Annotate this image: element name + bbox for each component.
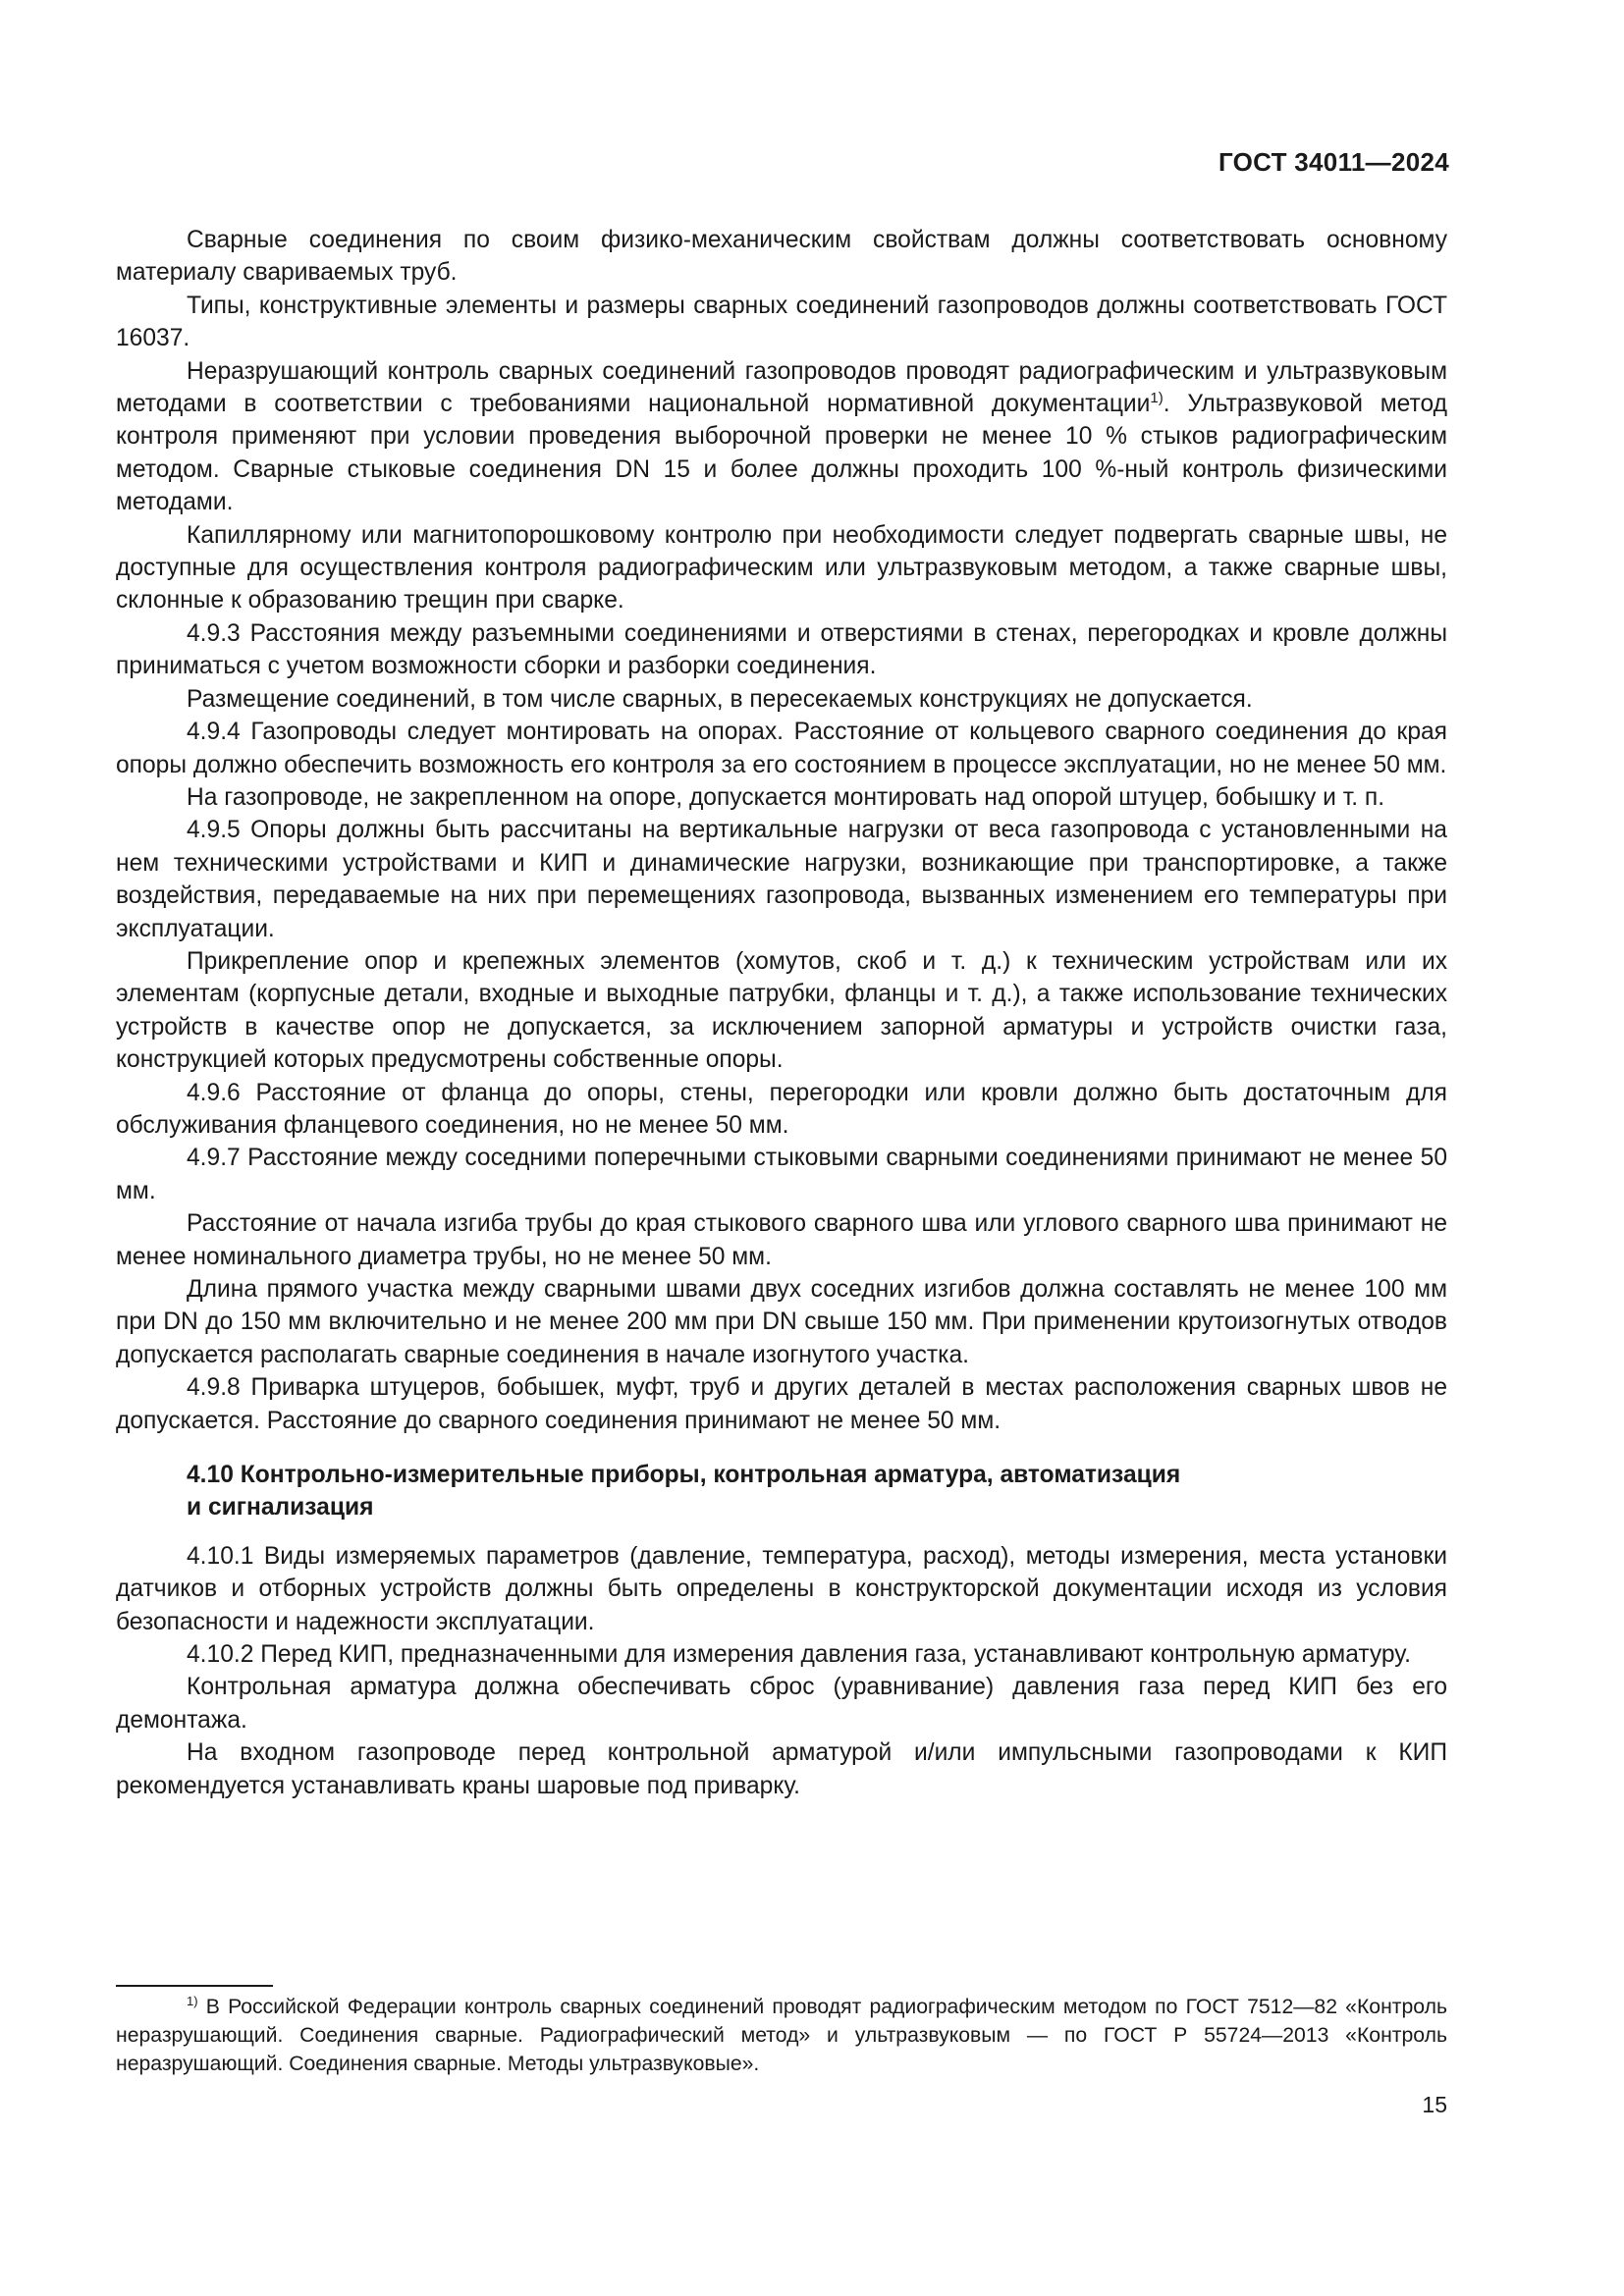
paragraph-4-10-1: 4.10.1 Виды измеряемых параметров (давление, температура, расход), методы измерения, места установки датчиков и отборных устройств должны быть определены в конструкторской документации исходя из условия безопасности и надежности эксплуатации. — [116, 1542, 1447, 1635]
footnote-text: В Российской Федерации контроль сварных соединений проводят радиографическим методом по ГОСТ 7512—82 «Контроль неразрушающий. Соединения сварные. Радиографический метод» и ультразвуковым — по ГОСТ Р 55724—2013 «Контроль неразрушающий. Соединения сварные. Методы ультразвуковые». — [116, 1996, 1447, 2076]
section-heading-line: и сигнализация — [187, 1494, 374, 1522]
paragraph-ultrasonic: Ультразвуковой метод контроля применяют при условии проведения выборочной проверки не менее 10 % стыков радиографическим методом. Сварные стыковые соединения DN 15 и более должны проходить 100 %-ный контроль физическими методами. — [116, 391, 1447, 516]
paragraph: Типы, конструктивные элементы и размеры сварных соединений газопроводов должны соответствовать ГОСТ 16037. — [116, 292, 1447, 352]
paragraph-ndt: Неразрушающий контроль сварных соединений газопроводов проводят радиографическим и ультразвуковым методами в соответствии с требованиями национальной нормативной документации$^{1)}$. Ультразвуковой метод контроля применяют при условии проведения выборочной проверки не менее 10 % стыков радиографическим методом. Сварные стыковые соединения DN 15 и более должны проходить 100 %-ный контроль физическими методами. — [116, 357, 1447, 516]
paragraph-4-10-2: 4.10.2 Перед КИП, предназначенными для измерения давления газа, устанавливают контрольную арматуру. — [187, 1641, 1411, 1669]
paragraph-ndt-text: Неразрушающий контроль сварных соединений газопроводов проводят радиографическим и ультразвуковым методами в соответствии с требованиями национальной нормативной документации — [116, 357, 1447, 418]
paragraph: Капиллярному или магнитопорошковому контролю при необходимости следует подвергать сварные швы, не доступные для осуществления контроля радиографическим или ультразвуковым методом, а также сварные швы, склонные к образованию трещин при сварке. — [116, 521, 1447, 614]
paragraph-4-9-8: 4.9.8 Приварка штуцеров, бобышек, муфт, труб и других деталей в местах расположения сварных швов не допускается. Расстояние до сварного соединения принимают не менее 50 мм. — [116, 1374, 1447, 1434]
paragraph: Контрольная арматура должна обеспечивать сброс (уравнивание) давления газа перед КИП без его демонтажа. — [116, 1674, 1447, 1734]
paragraph-4-9-6: 4.9.6 Расстояние от фланца до опоры, стены, перегородки или кровли должно быть достаточным для обслуживания фланцевого соединения, но не менее 50 мм. — [116, 1079, 1447, 1139]
document-header: ГОСТ 34011—2024 — [1218, 147, 1449, 177]
paragraph: Длина прямого участка между сварными швами двух соседних изгибов должна составлять не менее 100 мм при DN до 150 мм включительно и не менее 200 мм при DN свыше 150 мм. При применении крутоизогнутых отводов допускается располагать сварные соединения в начале изогнутого участка. — [116, 1276, 1447, 1368]
page-number: 15 — [1422, 2092, 1447, 2117]
section-heading-line: 4.10 Контрольно-измерительные приборы, контрольная арматура, автоматизация — [187, 1462, 1181, 1489]
paragraph: Сварные соединения по своим физико-механическим свойствам должны соответствовать основному материалу свариваемых труб. — [116, 227, 1447, 287]
paragraph: Прикрепление опор и крепежных элементов (хомутов, скоб и т. д.) к техническим устройствам или их элементам (корпусные детали, входные и выходные патрубки, фланцы и т. д.), а также использование технических устройств в качестве опор не допускается, за исключением запорной арматуры и устройств очистки газа, конструкцией которых предусмотрены собственные опоры. — [116, 947, 1447, 1074]
footnote-marker: 1) — [187, 1994, 198, 2008]
footnote-item — [116, 1993, 1447, 2079]
section-heading-4-10 — [187, 1459, 1447, 1524]
footnotes — [116, 1993, 1447, 2079]
paragraph: Расстояние от начала изгиба трубы до края стыкового сварного шва или углового сварного шва принимают не менее номинального диаметра трубы, но не менее 50 мм. — [116, 1210, 1447, 1270]
paragraph: Размещение соединений, в том числе сварных, в пересекаемых конструкциях не допускается. — [187, 685, 1253, 713]
paragraph: На газопроводе, не закрепленном на опоре, допускается монтировать над опорой штуцер, бобышку и т. п. — [187, 783, 1385, 811]
document-body — [116, 224, 1447, 1802]
footnote-divider — [116, 1985, 273, 1987]
paragraph: На входном газопроводе перед контрольной арматурой и/или импульсными газопроводами к КИП рекомендуется устанавливать краны шаровые под приварку. — [116, 1739, 1447, 1799]
paragraph-4-9-4: 4.9.4 Газопроводы следует монтировать на опорах. Расстояние от кольцевого сварного соединения до края опоры должно обеспечить возможность его контроля за его состоянием в процессе эксплуатации, но не менее 50 мм. — [116, 719, 1447, 778]
footnote-reference[interactable]: 1) — [1150, 390, 1164, 407]
paragraph-4-9-3: 4.9.3 Расстояния между разъемными соединениями и отверстиями в стенах, перегородках и кровле должны приниматься с учетом возможности сборки и разборки соединения. — [116, 619, 1447, 680]
paragraph-4-9-5: 4.9.5 Опоры должны быть рассчитаны на вертикальные нагрузки от веса газопровода с установленными на нем техническими устройствами и КИП и динамические нагрузки, возникающие при транспортировке, а также воздействия, передаваемые на них при перемещениях газопровода, вызванных изменением его температуры при эксплуатации. — [116, 817, 1447, 942]
paragraph-4-9-7: 4.9.7 Расстояние между соседними поперечными стыковыми сварными соединениями принимают не менее 50 мм. — [116, 1145, 1447, 1204]
